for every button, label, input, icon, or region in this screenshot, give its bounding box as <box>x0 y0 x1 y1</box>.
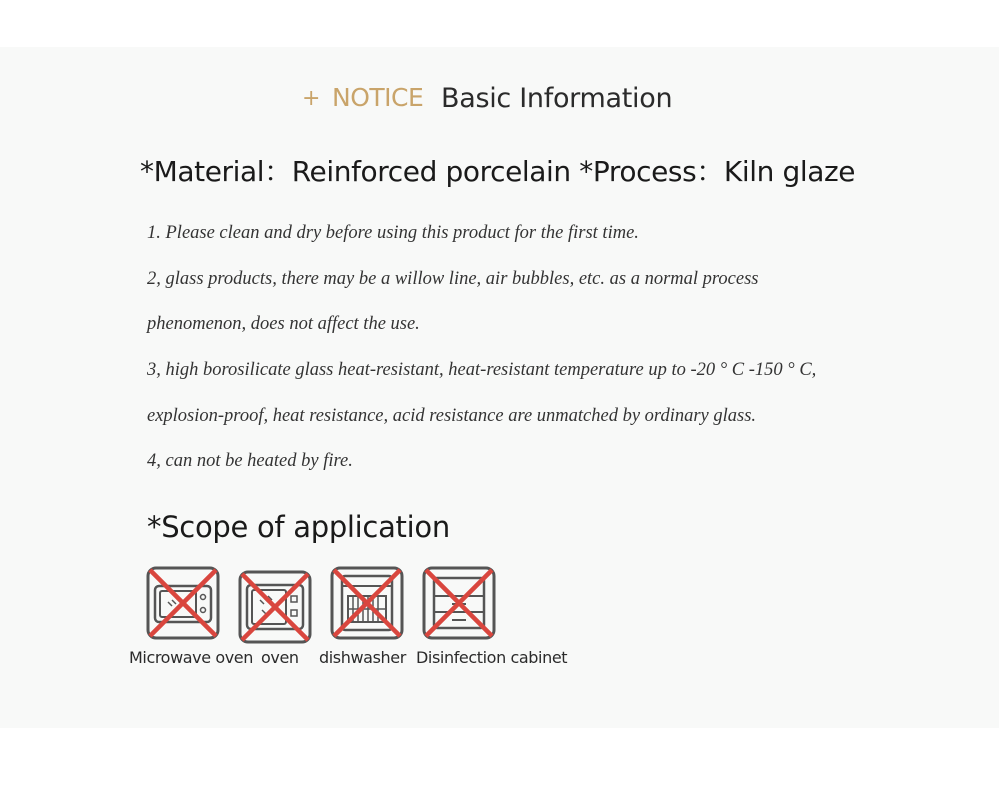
microwave-oven-prohibited-icon <box>146 566 220 640</box>
label-microwave-oven: Microwave oven <box>129 648 253 667</box>
note-line: 3, high borosilicate glass heat-resistant, heat-resistant temperature up to -20 ° C -150 ° C, <box>147 360 817 381</box>
dishwasher-prohibited-icon <box>330 566 404 640</box>
label-disinfection-cabinet: Disinfection cabinet <box>416 648 568 667</box>
section-header <box>0 82 999 118</box>
oven-prohibited-icon <box>238 570 312 644</box>
note-line: 2, glass products, there may be a willow line, air bubbles, etc. as a normal process <box>147 268 759 289</box>
plus-icon: + <box>302 86 321 111</box>
note-line: 4, can not be heated by fire. <box>147 451 353 472</box>
scope-title: *Scope of application <box>147 510 450 544</box>
material-process-line: *Material：Reinforced porcelain *Process：Kiln glaze <box>140 155 856 188</box>
label-oven: oven <box>261 648 299 667</box>
usage-notes <box>147 218 927 492</box>
disinfection-cabinet-prohibited-icon <box>422 566 496 640</box>
note-line: phenomenon, does not affect the use. <box>147 314 420 335</box>
notice-label: NOTICE <box>332 83 424 112</box>
section-title: Basic Information <box>441 83 673 114</box>
note-line: explosion-proof, heat resistance, acid resistance are unmatched by ordinary glass. <box>147 405 757 426</box>
note-line: 1. Please clean and dry before using this product for the first time. <box>147 223 639 243</box>
label-dishwasher: dishwasher <box>319 648 406 667</box>
